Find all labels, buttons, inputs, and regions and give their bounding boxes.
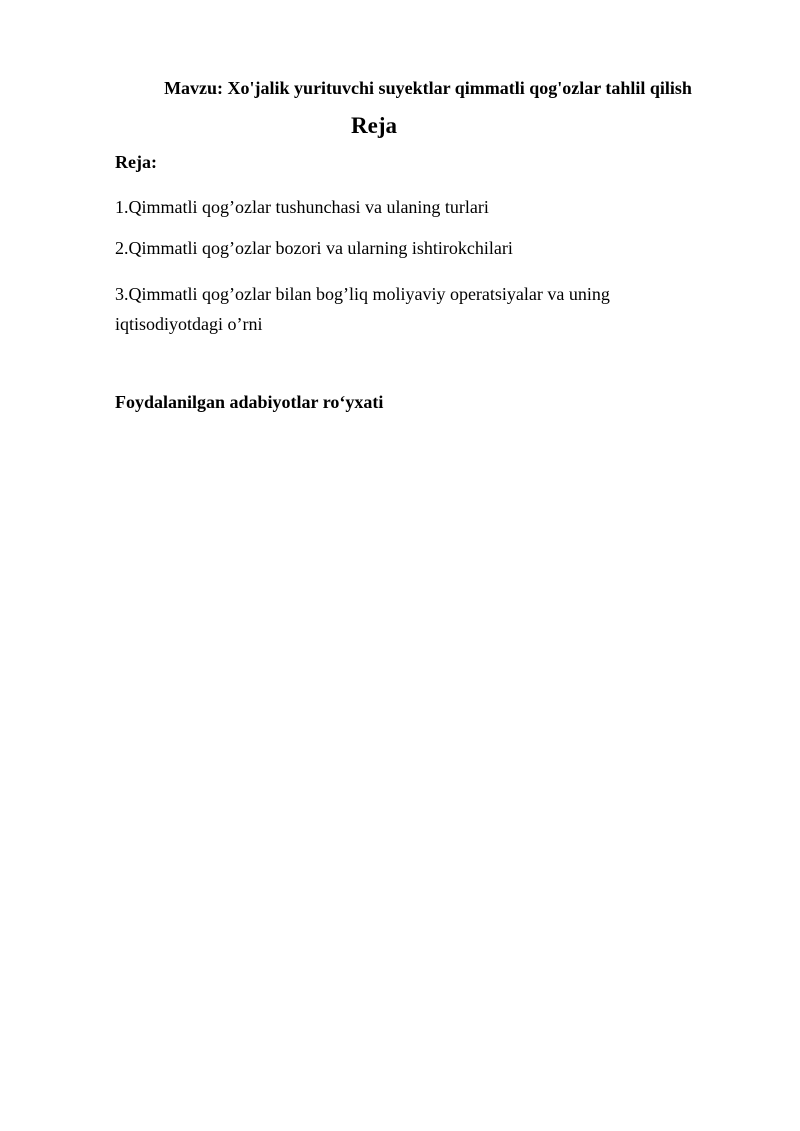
plan-item: 1.Qimmatli qog’ozlar tushunchasi va ulaning turlari — [115, 197, 489, 217]
references-heading: Foydalanilgan adabiyotlar ro‘yxati — [115, 392, 384, 412]
plan-item: 3.Qimmatli qog’ozlar bilan bog’liq moliyaviy operatsiyalar va uning iqtisodiyotdagi o’rni — [115, 284, 610, 334]
plan-heading: Reja — [351, 113, 397, 138]
plan-item: 2.Qimmatli qog’ozlar bozori va ularning ishtirokchilari — [115, 238, 513, 258]
topic-title: Mavzu: Xo'jalik yurituvchi suyektlar qimmatli qog'ozlar tahlil qilish — [164, 78, 692, 98]
plan-label: Reja: — [115, 152, 157, 172]
